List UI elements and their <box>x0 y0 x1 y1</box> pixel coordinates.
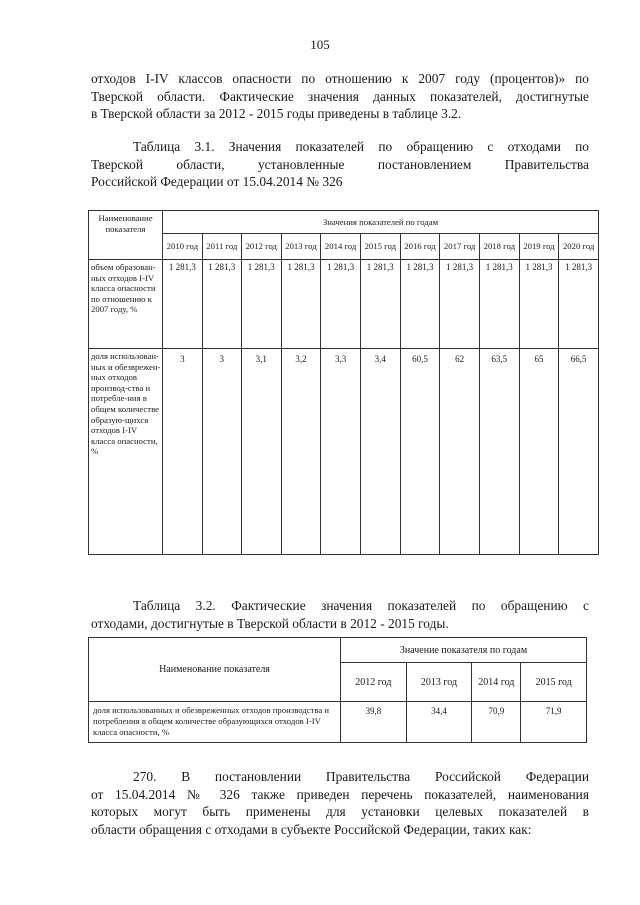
table-cell: 1 281,3 <box>321 260 361 349</box>
closing-line: от 15.04.2014 № 326 также приведен перечень показателей, наименования <box>91 786 589 802</box>
table1-group-header: Значения показателей по годам <box>163 211 599 234</box>
table-cell: 1 281,3 <box>241 260 281 349</box>
caption-line: Таблица 3.2. Фактические значения показателей по обращению с <box>133 598 589 613</box>
table-cell: 3 <box>163 349 203 555</box>
table-row <box>89 260 599 349</box>
closing-paragraph <box>91 768 589 838</box>
table1-year-header: 2017 год <box>440 234 480 260</box>
table-cell: 1 281,3 <box>440 260 480 349</box>
row-label: объем образован-ных отходов I-IV класса опасности по отношению к 2007 году, % <box>89 260 163 349</box>
table-cell: 1 281,3 <box>163 260 203 349</box>
table-cell: 1 281,3 <box>400 260 440 349</box>
caption-line: Российской Федерации от 15.04.2014 № 326 <box>91 174 343 189</box>
table2-name-header: Наименование показателя <box>89 638 341 702</box>
table1-year-header: 2011 год <box>202 234 241 260</box>
table-cell: 3,4 <box>360 349 400 555</box>
table-cell: 66,5 <box>559 349 599 555</box>
table-cell: 70,9 <box>472 702 521 743</box>
table-cell: 1 281,3 <box>519 260 559 349</box>
table2-year-header: 2012 год <box>341 663 407 702</box>
table-cell: 3,2 <box>281 349 321 555</box>
table-row <box>89 702 587 743</box>
table1-year-header: 2013 год <box>281 234 321 260</box>
caption-line: отходами, достигнутые в Тверской области в 2012 - 2015 годы. <box>91 615 449 631</box>
table1-year-header: 2015 год <box>360 234 400 260</box>
page-number: 105 <box>310 37 330 52</box>
table1-year-header: 2010 год <box>163 234 203 260</box>
table1-year-header: 2019 год <box>519 234 559 260</box>
table1-year-header: 2012 год <box>241 234 281 260</box>
table-cell: 3,1 <box>241 349 281 555</box>
table-cell: 65 <box>519 349 559 555</box>
table-cell: 63,5 <box>479 349 519 555</box>
table2-year-header: 2013 год <box>406 663 472 702</box>
table-cell: 39,8 <box>341 702 407 743</box>
intro-line: в Тверской области за 2012 - 2015 годы приведены в таблице 3.2. <box>91 106 462 121</box>
intro-line: отходов I-IV классов опасности по отношению к 2007 году (процентов)» по <box>91 71 589 86</box>
table-3-1 <box>88 210 599 555</box>
row-label: доля использованных и обезвреженных отходов производства и потребления в общем количестве образующихся отходов I-IV класса опасности, % <box>89 702 341 743</box>
caption-line: Тверской области, установленные постановлением Правительства <box>91 156 589 172</box>
closing-line: которых могут быть применены для установки целевых показателей в <box>91 804 589 819</box>
table-cell: 1 281,3 <box>281 260 321 349</box>
table1-name-header: Наименование показателя <box>89 211 163 260</box>
table-cell: 1 281,3 <box>202 260 241 349</box>
table-row <box>89 349 599 555</box>
table-cell: 62 <box>440 349 480 555</box>
table-cell: 60,5 <box>400 349 440 555</box>
table2-year-header: 2015 год <box>521 663 587 702</box>
intro-line: Тверской области. Фактические значения данных показателей, достигнутые <box>91 88 589 104</box>
caption-line: Таблица 3.1. Значения показателей по обращению с отходами по <box>133 139 589 154</box>
table1-caption <box>91 138 589 191</box>
table-cell: 1 281,3 <box>479 260 519 349</box>
table-cell: 1 281,3 <box>559 260 599 349</box>
closing-line: 270. В постановлении Правительства Российской Федерации <box>133 769 589 784</box>
table-cell: 3,3 <box>321 349 361 555</box>
table2-caption <box>91 597 589 632</box>
table-cell: 1 281,3 <box>360 260 400 349</box>
table-3-2 <box>88 637 587 743</box>
table-cell: 71,9 <box>521 702 587 743</box>
table2-group-header: Значение показателя по годам <box>341 638 587 663</box>
row-label: доля использован-ных и обезврежен-ных отходов производ-ства и потребле-ния в общем количестве образую-щихся отходов I-IV класса опасности, % <box>89 349 163 555</box>
table-cell: 3 <box>202 349 241 555</box>
table-cell: 34,4 <box>406 702 472 743</box>
intro-paragraph <box>91 70 589 123</box>
table1-year-header: 2016 год <box>400 234 440 260</box>
table1-year-header: 2014 год <box>321 234 361 260</box>
table2-year-header: 2014 год <box>472 663 521 702</box>
closing-line: области обращения с отходами в субъекте Российской Федерации, таких как: <box>91 821 532 837</box>
table1-year-header: 2018 год <box>479 234 519 260</box>
table1-year-header: 2020 год <box>559 234 599 260</box>
